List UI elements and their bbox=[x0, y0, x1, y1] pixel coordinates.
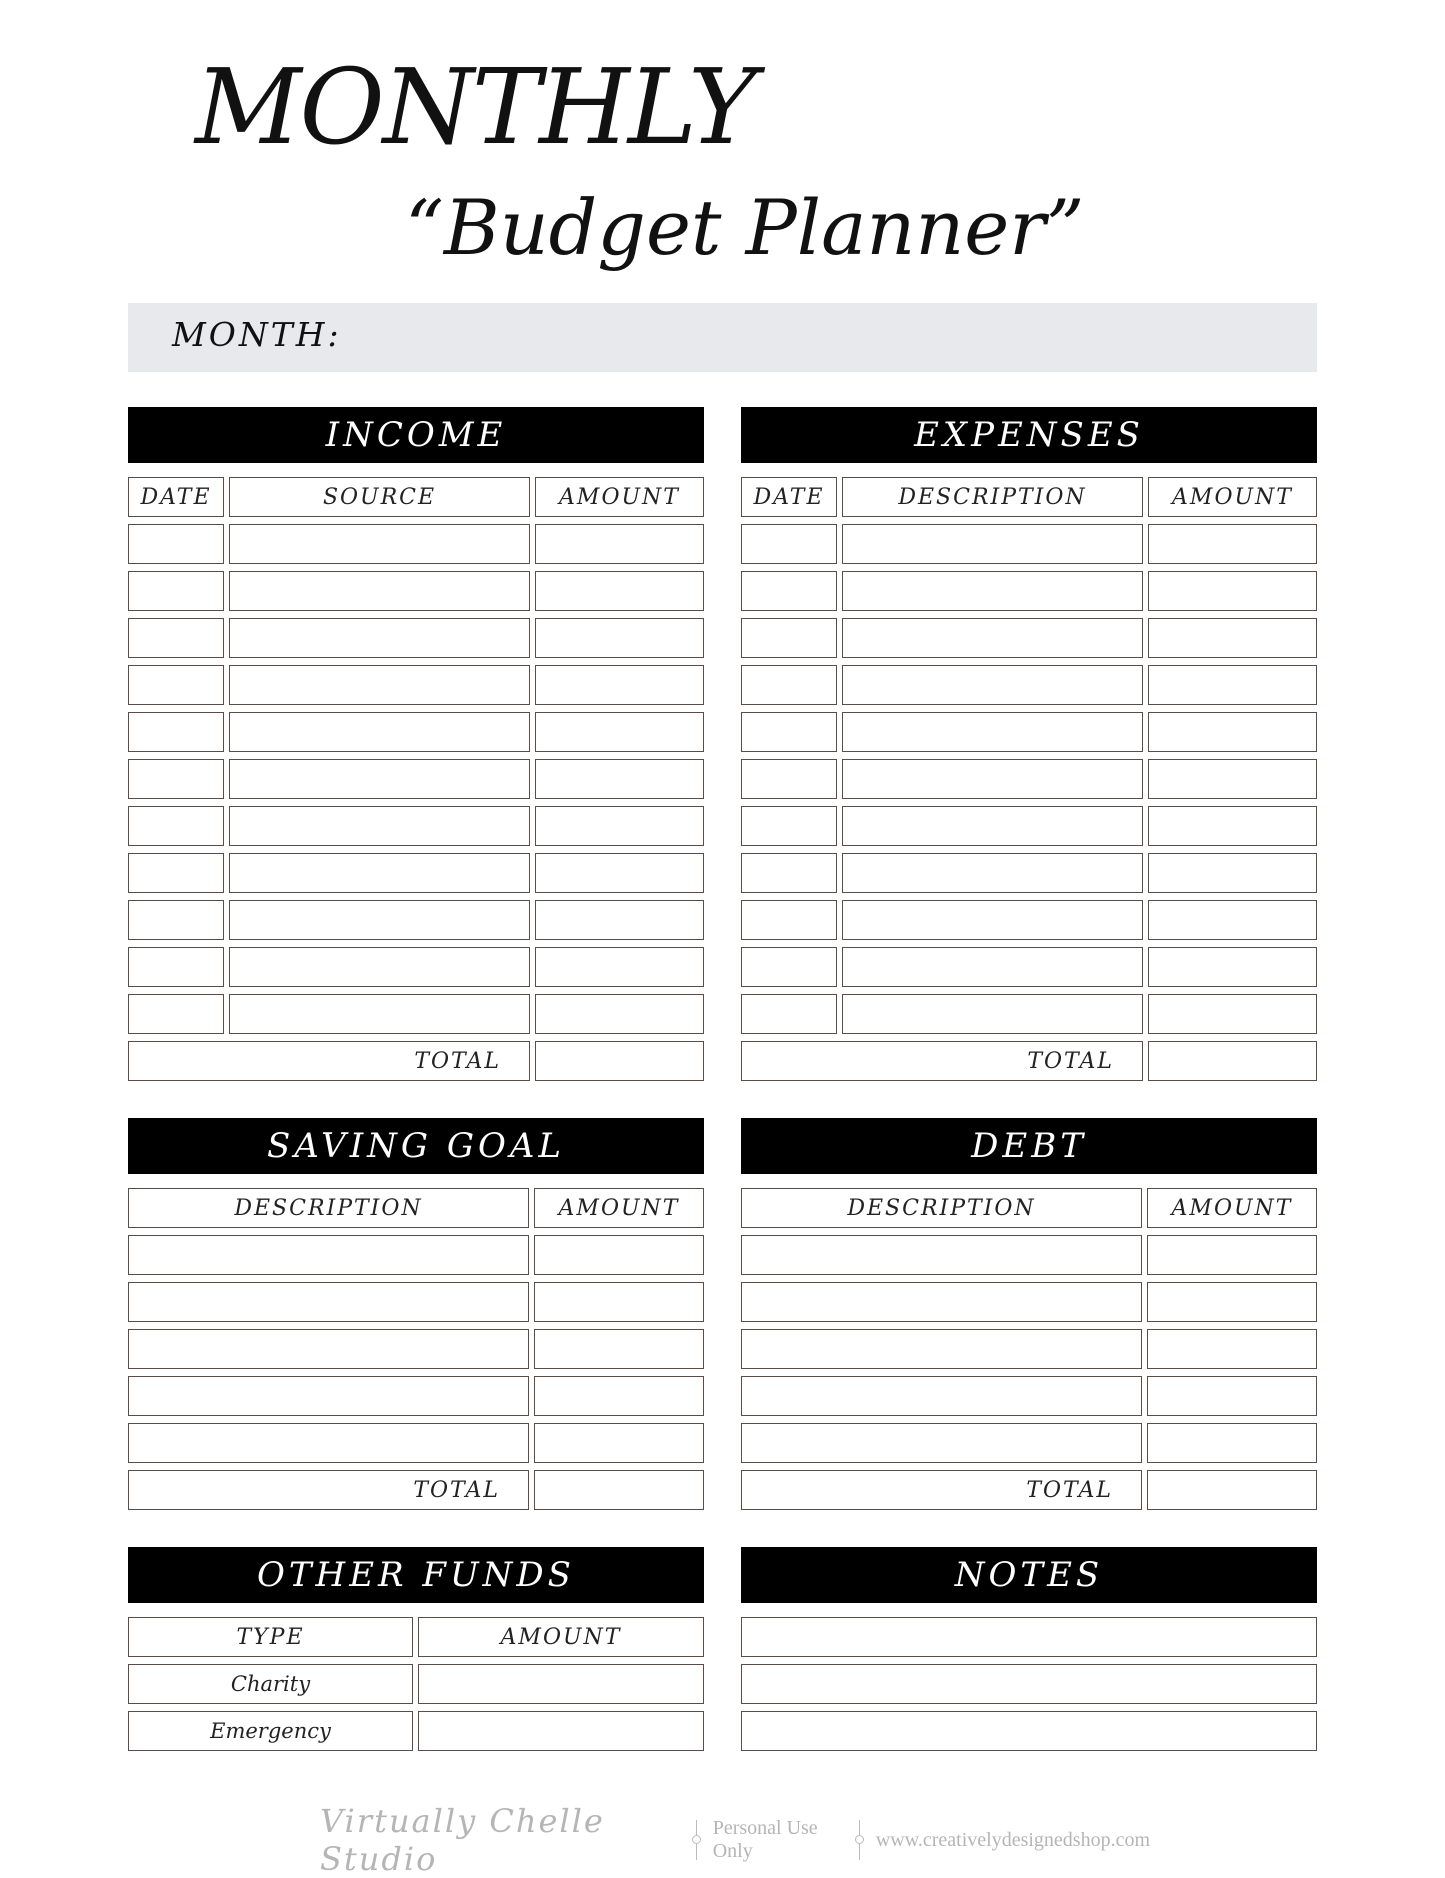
expenses-cell[interactable] bbox=[842, 759, 1143, 799]
debt-cell[interactable] bbox=[1147, 1235, 1317, 1275]
income-cell[interactable] bbox=[535, 571, 704, 611]
saving-goal-col-header: DESCRIPTION bbox=[128, 1188, 529, 1228]
income-cell[interactable] bbox=[128, 853, 224, 893]
saving-goal-col-header: AMOUNT bbox=[534, 1188, 704, 1228]
expenses-cell[interactable] bbox=[1148, 994, 1317, 1034]
expenses-cell[interactable] bbox=[1148, 665, 1317, 705]
income-cell[interactable] bbox=[535, 994, 704, 1034]
income-cell[interactable] bbox=[128, 571, 224, 611]
saving-goal-cell[interactable] bbox=[128, 1329, 529, 1369]
expenses-cell[interactable] bbox=[1148, 853, 1317, 893]
saving-goal-header: SAVING GOAL bbox=[128, 1118, 704, 1174]
income-cell[interactable] bbox=[128, 900, 224, 940]
debt-cell[interactable] bbox=[741, 1282, 1142, 1322]
debt-col-header: DESCRIPTION bbox=[741, 1188, 1142, 1228]
expenses-cell[interactable] bbox=[842, 618, 1143, 658]
usage-note: Personal Use Only bbox=[712, 1817, 818, 1862]
income-cell[interactable] bbox=[535, 759, 704, 799]
debt-total-field[interactable] bbox=[1147, 1470, 1317, 1510]
debt-col-header: AMOUNT bbox=[1147, 1188, 1317, 1228]
saving-goal-cell[interactable] bbox=[128, 1376, 529, 1416]
expenses-cell[interactable] bbox=[741, 524, 837, 564]
income-cell[interactable] bbox=[535, 524, 704, 564]
expenses-col-header: DATE bbox=[741, 477, 837, 517]
footer bbox=[320, 1802, 1151, 1878]
income-cell[interactable] bbox=[535, 806, 704, 846]
debt-cell[interactable] bbox=[741, 1423, 1142, 1463]
notes-line[interactable] bbox=[741, 1711, 1317, 1751]
income-cell[interactable] bbox=[535, 665, 704, 705]
debt-cell[interactable] bbox=[1147, 1282, 1317, 1322]
month-label: MONTH: bbox=[172, 315, 342, 354]
other-funds-cell[interactable] bbox=[418, 1711, 704, 1751]
expenses-cell[interactable] bbox=[842, 665, 1143, 705]
income-cell[interactable] bbox=[128, 806, 224, 846]
expenses-cell[interactable] bbox=[741, 853, 837, 893]
income-cell[interactable] bbox=[535, 900, 704, 940]
website-link[interactable]: www.creativelydesignedshop.com bbox=[875, 1828, 1151, 1851]
income-cell[interactable] bbox=[128, 759, 224, 799]
debt-total-label: TOTAL bbox=[741, 1470, 1142, 1510]
income-cell[interactable] bbox=[229, 712, 530, 752]
expenses-cell[interactable] bbox=[842, 900, 1143, 940]
expenses-cell[interactable] bbox=[1148, 524, 1317, 564]
income-cell[interactable] bbox=[229, 571, 530, 611]
income-cell[interactable] bbox=[229, 618, 530, 658]
income-cell[interactable] bbox=[229, 947, 530, 987]
expenses-cell[interactable] bbox=[842, 994, 1143, 1034]
expenses-cell[interactable] bbox=[842, 524, 1143, 564]
saving-goal-cell[interactable] bbox=[128, 1235, 529, 1275]
debt-cell[interactable] bbox=[741, 1329, 1142, 1369]
income-cell[interactable] bbox=[535, 618, 704, 658]
saving-goal-cell[interactable] bbox=[128, 1423, 529, 1463]
saving-goal-total-field[interactable] bbox=[534, 1470, 704, 1510]
saving-goal-cell[interactable] bbox=[128, 1282, 529, 1322]
expenses-cell[interactable] bbox=[1148, 759, 1317, 799]
income-total-field[interactable] bbox=[535, 1041, 704, 1081]
expenses-cell[interactable] bbox=[842, 853, 1143, 893]
income-cell[interactable] bbox=[128, 618, 224, 658]
footer-divider bbox=[696, 1820, 697, 1860]
expenses-cell[interactable] bbox=[1148, 571, 1317, 611]
saving-goal-cell[interactable] bbox=[534, 1376, 704, 1416]
income-col-header: SOURCE bbox=[229, 477, 530, 517]
other-funds-cell: Emergency bbox=[128, 1711, 413, 1751]
page-subtitle: “Budget Planner” bbox=[405, 183, 1085, 272]
notes-line[interactable] bbox=[741, 1664, 1317, 1704]
expenses-cell[interactable] bbox=[842, 947, 1143, 987]
debt-cell[interactable] bbox=[1147, 1376, 1317, 1416]
expenses-cell[interactable] bbox=[842, 571, 1143, 611]
expenses-cell[interactable] bbox=[842, 712, 1143, 752]
income-col-header: DATE bbox=[128, 477, 224, 517]
other-funds-col-header: AMOUNT bbox=[418, 1617, 704, 1657]
income-cell[interactable] bbox=[128, 524, 224, 564]
expenses-cell[interactable] bbox=[1148, 712, 1317, 752]
income-cell[interactable] bbox=[229, 759, 530, 799]
income-cell[interactable] bbox=[229, 524, 530, 564]
expenses-total-label: TOTAL bbox=[741, 1041, 1143, 1081]
expenses-cell[interactable] bbox=[741, 994, 837, 1034]
debt-cell[interactable] bbox=[741, 1376, 1142, 1416]
income-cell[interactable] bbox=[229, 900, 530, 940]
expenses-cell[interactable] bbox=[1148, 900, 1317, 940]
income-cell[interactable] bbox=[128, 947, 224, 987]
other-funds-col-header: TYPE bbox=[128, 1617, 413, 1657]
expenses-total-field[interactable] bbox=[1148, 1041, 1317, 1081]
expenses-cell[interactable] bbox=[741, 618, 837, 658]
expenses-header: EXPENSES bbox=[741, 407, 1317, 463]
income-cell[interactable] bbox=[229, 994, 530, 1034]
other-funds-header: OTHER FUNDS bbox=[128, 1547, 704, 1603]
income-cell[interactable] bbox=[535, 947, 704, 987]
income-cell[interactable] bbox=[229, 665, 530, 705]
expenses-col-header: AMOUNT bbox=[1148, 477, 1317, 517]
other-funds-cell[interactable] bbox=[418, 1664, 704, 1704]
income-header: INCOME bbox=[128, 407, 704, 463]
footer-divider bbox=[859, 1820, 860, 1860]
income-col-header: AMOUNT bbox=[535, 477, 704, 517]
expenses-cell[interactable] bbox=[741, 665, 837, 705]
debt-cell[interactable] bbox=[1147, 1423, 1317, 1463]
notes-header: NOTES bbox=[741, 1547, 1317, 1603]
expenses-col-header: DESCRIPTION bbox=[842, 477, 1143, 517]
debt-cell[interactable] bbox=[741, 1235, 1142, 1275]
income-cell[interactable] bbox=[128, 712, 224, 752]
expenses-cell[interactable] bbox=[741, 759, 837, 799]
expenses-cell[interactable] bbox=[741, 571, 837, 611]
notes-line[interactable] bbox=[741, 1617, 1317, 1657]
income-cell[interactable] bbox=[128, 665, 224, 705]
expenses-cell[interactable] bbox=[842, 806, 1143, 846]
expenses-cell[interactable] bbox=[1148, 618, 1317, 658]
expenses-cell[interactable] bbox=[741, 900, 837, 940]
expenses-cell[interactable] bbox=[1148, 947, 1317, 987]
income-cell[interactable] bbox=[535, 712, 704, 752]
saving-goal-cell[interactable] bbox=[534, 1329, 704, 1369]
income-cell[interactable] bbox=[229, 806, 530, 846]
saving-goal-total-label: TOTAL bbox=[128, 1470, 529, 1510]
income-cell[interactable] bbox=[229, 853, 530, 893]
income-total-label: TOTAL bbox=[128, 1041, 530, 1081]
page-title: MONTHLY bbox=[195, 46, 755, 168]
other-funds-cell: Charity bbox=[128, 1664, 413, 1704]
expenses-cell[interactable] bbox=[1148, 806, 1317, 846]
expenses-cell[interactable] bbox=[741, 712, 837, 752]
debt-header: DEBT bbox=[741, 1118, 1317, 1174]
income-cell[interactable] bbox=[128, 994, 224, 1034]
expenses-cell[interactable] bbox=[741, 806, 837, 846]
income-cell[interactable] bbox=[535, 853, 704, 893]
saving-goal-cell[interactable] bbox=[534, 1282, 704, 1322]
debt-cell[interactable] bbox=[1147, 1329, 1317, 1369]
expenses-cell[interactable] bbox=[741, 947, 837, 987]
studio-signature: Virtually Chelle Studio bbox=[320, 1802, 605, 1878]
saving-goal-cell[interactable] bbox=[534, 1235, 704, 1275]
saving-goal-cell[interactable] bbox=[534, 1423, 704, 1463]
